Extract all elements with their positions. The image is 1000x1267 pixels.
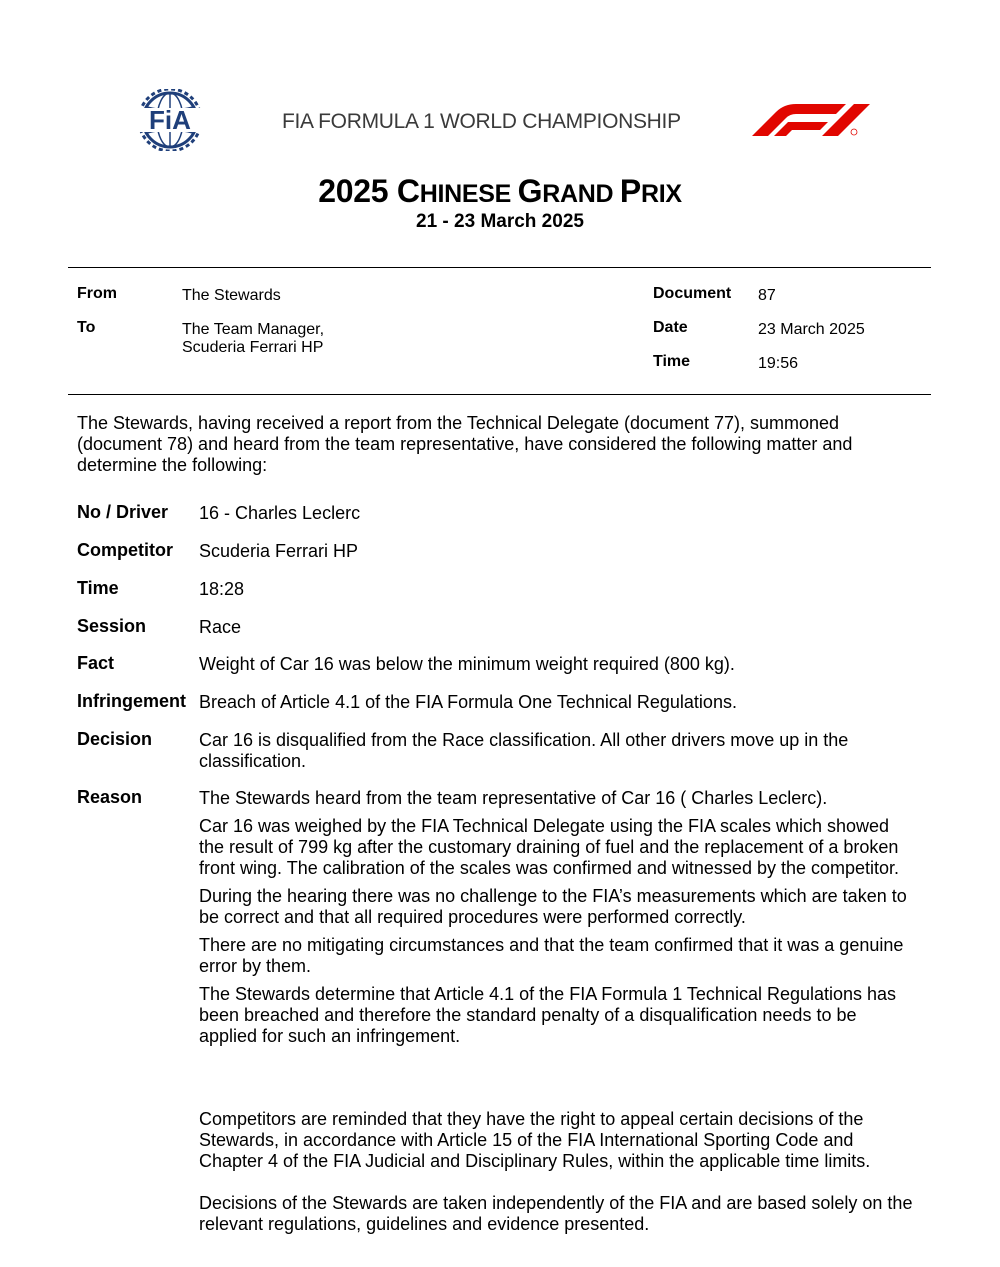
bottom-divider <box>68 394 931 395</box>
document-title: 2025 CHINESE GRAND PRIX <box>318 173 682 209</box>
date-label: Date <box>653 319 688 336</box>
intro-paragraph: The Stewards, having received a report from the Technical Delegate (document 77), summoned (document 78) and heard from the team representative, have considered the following matter and determine the following: <box>77 413 853 475</box>
to-value <box>182 321 324 357</box>
reason-label: Reason <box>77 787 143 807</box>
reason-paragraph: The Stewards determine that Article 4.1 of the FIA Formula 1 Technical Regulations has been breached and therefore the standard penalty of a disqualification needs to be applied for such an infringement. <box>199 984 897 1046</box>
reason-body <box>199 788 919 1054</box>
session-value: Race <box>199 617 242 637</box>
document-label: Document <box>653 285 732 302</box>
decision-value: Car 16 is disqualified from the Race classification. All other drivers move up in the classification. <box>199 730 849 771</box>
decision-label: Decision <box>77 729 153 749</box>
fact-label: Fact <box>77 653 115 673</box>
to-label: To <box>77 319 96 336</box>
reason-paragraph: Car 16 was weighed by the FIA Technical Delegate using the FIA scales which showed the result of 799 kg after the customary draining of fuel and the replacement of a broken front wing. The calibration of the scales was confirmed and witnessed by the competitor. <box>199 816 900 878</box>
event-dates: 21 - 23 March 2025 <box>416 211 584 232</box>
appeal-note: Competitors are reminded that they have the right to appeal certain decisions of the Stewards, in accordance with Article 15 of the FIA International Sporting Code and Chapter 4 of the FIA Judicial and Disciplinary Rules, within the applicable time limits. <box>199 1109 871 1171</box>
reason-paragraph: During the hearing there was no challenge to the FIA’s measurements which are taken to be correct and that all required procedures were performed correctly. <box>199 886 907 927</box>
to-value-line1: The Team Manager, <box>182 321 325 338</box>
svg-text:FiA: FiA <box>149 105 191 135</box>
date-value: 23 March 2025 <box>758 321 865 338</box>
infringement-label: Infringement <box>77 691 187 711</box>
from-value: The Stewards <box>182 287 281 304</box>
time-value: 19:56 <box>758 355 799 372</box>
driver-label: No / Driver <box>77 502 169 522</box>
fact-value: Weight of Car 16 was below the minimum weight required (800 kg). <box>199 654 735 674</box>
driver-value: 16 - Charles Leclerc <box>199 503 361 523</box>
competitor-label: Competitor <box>77 540 173 560</box>
f1-logo-icon <box>750 102 872 138</box>
infringement-value: Breach of Article 4.1 of the FIA Formula One Technical Regulations. <box>199 692 737 712</box>
championship-name: FIA FORMULA 1 WORLD CHAMPIONSHIP <box>282 110 681 133</box>
document-number: 87 <box>758 287 776 304</box>
fia-logo-icon <box>126 89 212 151</box>
reason-paragraph: There are no mitigating circumstances and that the team confirmed that it was a genuine error by them. <box>199 935 904 976</box>
time-label: Time <box>653 353 691 370</box>
competitor-value: Scuderia Ferrari HP <box>199 541 359 561</box>
incident-time-value: 18:28 <box>199 579 245 599</box>
to-value-line2: Scuderia Ferrari HP <box>182 339 324 356</box>
independence-note: Decisions of the Stewards are taken independently of the FIA and are based solely on the relevant regulations, guidelines and evidence presented. <box>199 1193 913 1234</box>
from-label: From <box>77 285 117 302</box>
session-label: Session <box>77 616 147 636</box>
incident-time-label: Time <box>77 578 119 598</box>
reason-paragraph: The Stewards heard from the team representative of Car 16 ( Charles Leclerc). <box>199 788 828 808</box>
top-divider <box>68 267 931 268</box>
